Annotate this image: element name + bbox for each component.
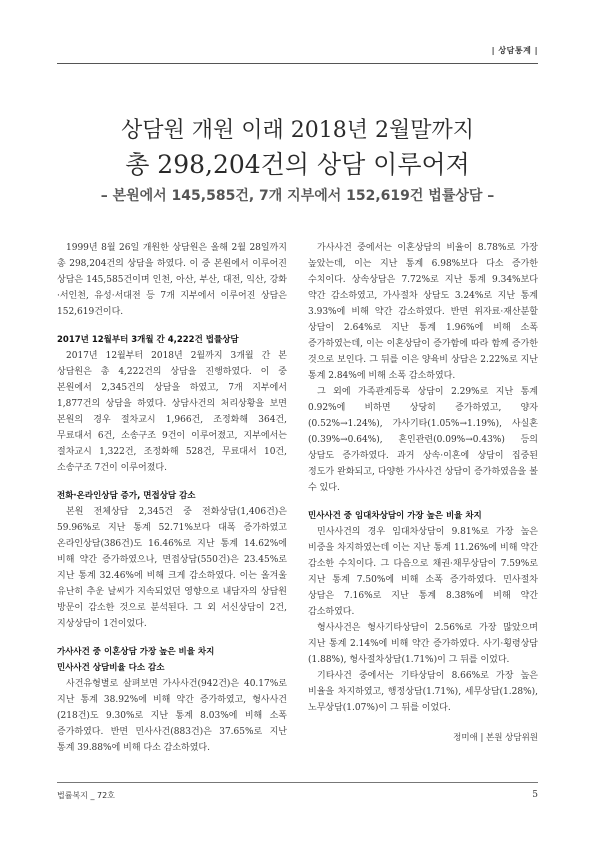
criminal-case-paragraph: 형사사건은 형사기타상담이 2.56%로 가장 많았으며 지난 통계 2.14%에 비해 약간 증가하였다. 사기·횡령상담(1.88%), 형사절차상담(1.71%)이 그 뒤를 이었다. (308, 623, 538, 665)
section-heading-lease: 민사사건 중 임대차상담이 가장 높은 비율 차지 (308, 511, 482, 521)
top-divider (57, 63, 538, 64)
section-heading-phone-online: 전화·온라인상담 증가, 면접상담 감소 (57, 491, 196, 501)
article-title-line1: 상담원 개원 이래 2018년 2월말까지 (121, 118, 474, 143)
family-case-paragraph: 가사사건 중에서는 이혼상담의 비율이 8.78%로 가장 높았는데, 이는 지난 통계 6.98%보다 다소 증가한 수치이다. 상속상담은 7.72%로 지난 통계 9.34%보다 약간 감소하였고, 가사절차 상담도 3.24%로 지난 통계 3.93%에 비해 약간 감소하였다. 반면 위자료·재산분할 상담이 2.64%로 지난 통계 1.96%에 비해 소폭 증가하였는데, 이는 이혼상담이 증가함에 따라 함께 증가한 것으로 보인다. 그 뒤를 이은 양육비 상담은 2.22%로 지난 통계 2.84%에 비해 소폭 감소하였다. (308, 243, 538, 381)
case-type-paragraph: 사건유형별로 살펴보면 가사사건(942건)은 40.17%로 지난 통계 38.92%에 비해 약간 증가하였고, 형사사건(218건)도 9.30%로 지난 통계 8.03%에 비해 소폭 증가하였다. 반면 민사사건(883건)은 37.65%로 지난 통계 39.88%에 비해 다소 감소하였다. (57, 679, 287, 753)
phone-online-paragraph: 본원 전체상담 2,345건 중 전화상담(1,406건)은 59.96%로 지난 통계 52.71%보다 대폭 증가하였고 온라인상담(386건)도 16.46%로 지난 통계 14.62%에 비해 약간 증가하였으나, 면접상담(550건)은 23.45%로 지난 통계 32.46%에 비해 크게 감소하였다. 이는 올겨울 유난히 추운 날씨가 지속되었던 영향으로 내담자의 상담원 방문이 감소한 것으로 분석된다. 그 외 서신상담이 2건, 지상상담이 1건이었다. (57, 507, 287, 629)
article-subtitle: – 본원에서 145,585건, 7개 지부에서 152,619건 법률상담 – (100, 188, 495, 204)
article-title-line2: 총 298,204건의 상담 이루어져 (125, 150, 470, 179)
left-column (57, 240, 287, 756)
other-case-paragraph: 기타사건 중에서는 기타상담이 8.66%로 가장 높은 비율을 차지하였고, 행정상담(1.71%), 세무상담(1.28%), 노무상담(1.07%)이 그 뒤를 이었다. (308, 671, 538, 713)
publication-issue: 법률복지 _ 72호 (57, 791, 115, 800)
section-tag: | 상담통계 | (491, 46, 538, 55)
footer-divider (57, 782, 538, 783)
author-credit: 정미애 | 본원 상담위원 (453, 733, 538, 743)
page-number: 5 (532, 790, 538, 800)
section-heading-quarterly: 2017년 12월부터 3개월 간 4,222건 법률상담 (57, 335, 239, 345)
quarterly-paragraph: 2017년 12월부터 2018년 2월까지 3개월 간 본 상담원은 총 4,222건의 상담을 진행하였다. 이 중 본원에서 2,345건의 상담을 하였고, 7개 지부에서 1,877건의 상담을 하였다. 상담사건의 처리상황을 보면 본원의 경우 절차교시 1,966건, 조정화해 364건, 무료대서 6건, 소송구조 9건이 이루어졌고, 지부에서는 절차교시 1,322건, 조정화해 528건, 무료대서 10건, 소송구조 7건이 이루어졌다. (57, 351, 287, 473)
section-heading-civil-decrease: 민사사건 상담비율 다소 감소 (57, 663, 165, 673)
right-column (308, 240, 538, 746)
intro-paragraph: 1999년 8월 26일 개원한 상담원은 올해 2월 28일까지 총 298,204건의 상담을 하였다. 이 중 본원에서 이루어진 상담은 145,585건이며 인천, 아산, 부산, 대전, 익산, 강화·서인천, 유성·서대전 등 7개 지부에서 이루어진 상담은 152,619건이다. (57, 243, 287, 317)
section-heading-divorce: 가사사건 중 이혼상담 가장 높은 비율 차지 (57, 647, 215, 657)
civil-case-paragraph: 민사사건의 경우 임대차상담이 9.81%로 가장 높은 비중을 차지하였는데 이는 지난 통계 11.26%에 비해 약간 감소한 수치이다. 그 다음으로 채권·채무상담이 7.59%로 지난 통계 7.50%에 비해 소폭 증가하였다. 민사절차 상담은 7.16%로 지난 통계 8.38%에 비해 약간 감소하였다. (308, 527, 538, 617)
family-other-paragraph: 그 외에 가족관계등록 상담이 2.29%로 지난 통계 0.92%에 비하면 상당히 증가하였고, 양자(0.52%→1.24%), 가사기타(1.05%→1.19%), 사실혼(0.39%→0.64%), 혼인관련(0.09%→0.43%) 등의 상담도 증가하였다. 과거 상속·이혼에 상담이 집중된 정도가 완화되고, 다양한 가사사건 상담이 증가하였음을 볼 수 있다. (308, 387, 538, 493)
